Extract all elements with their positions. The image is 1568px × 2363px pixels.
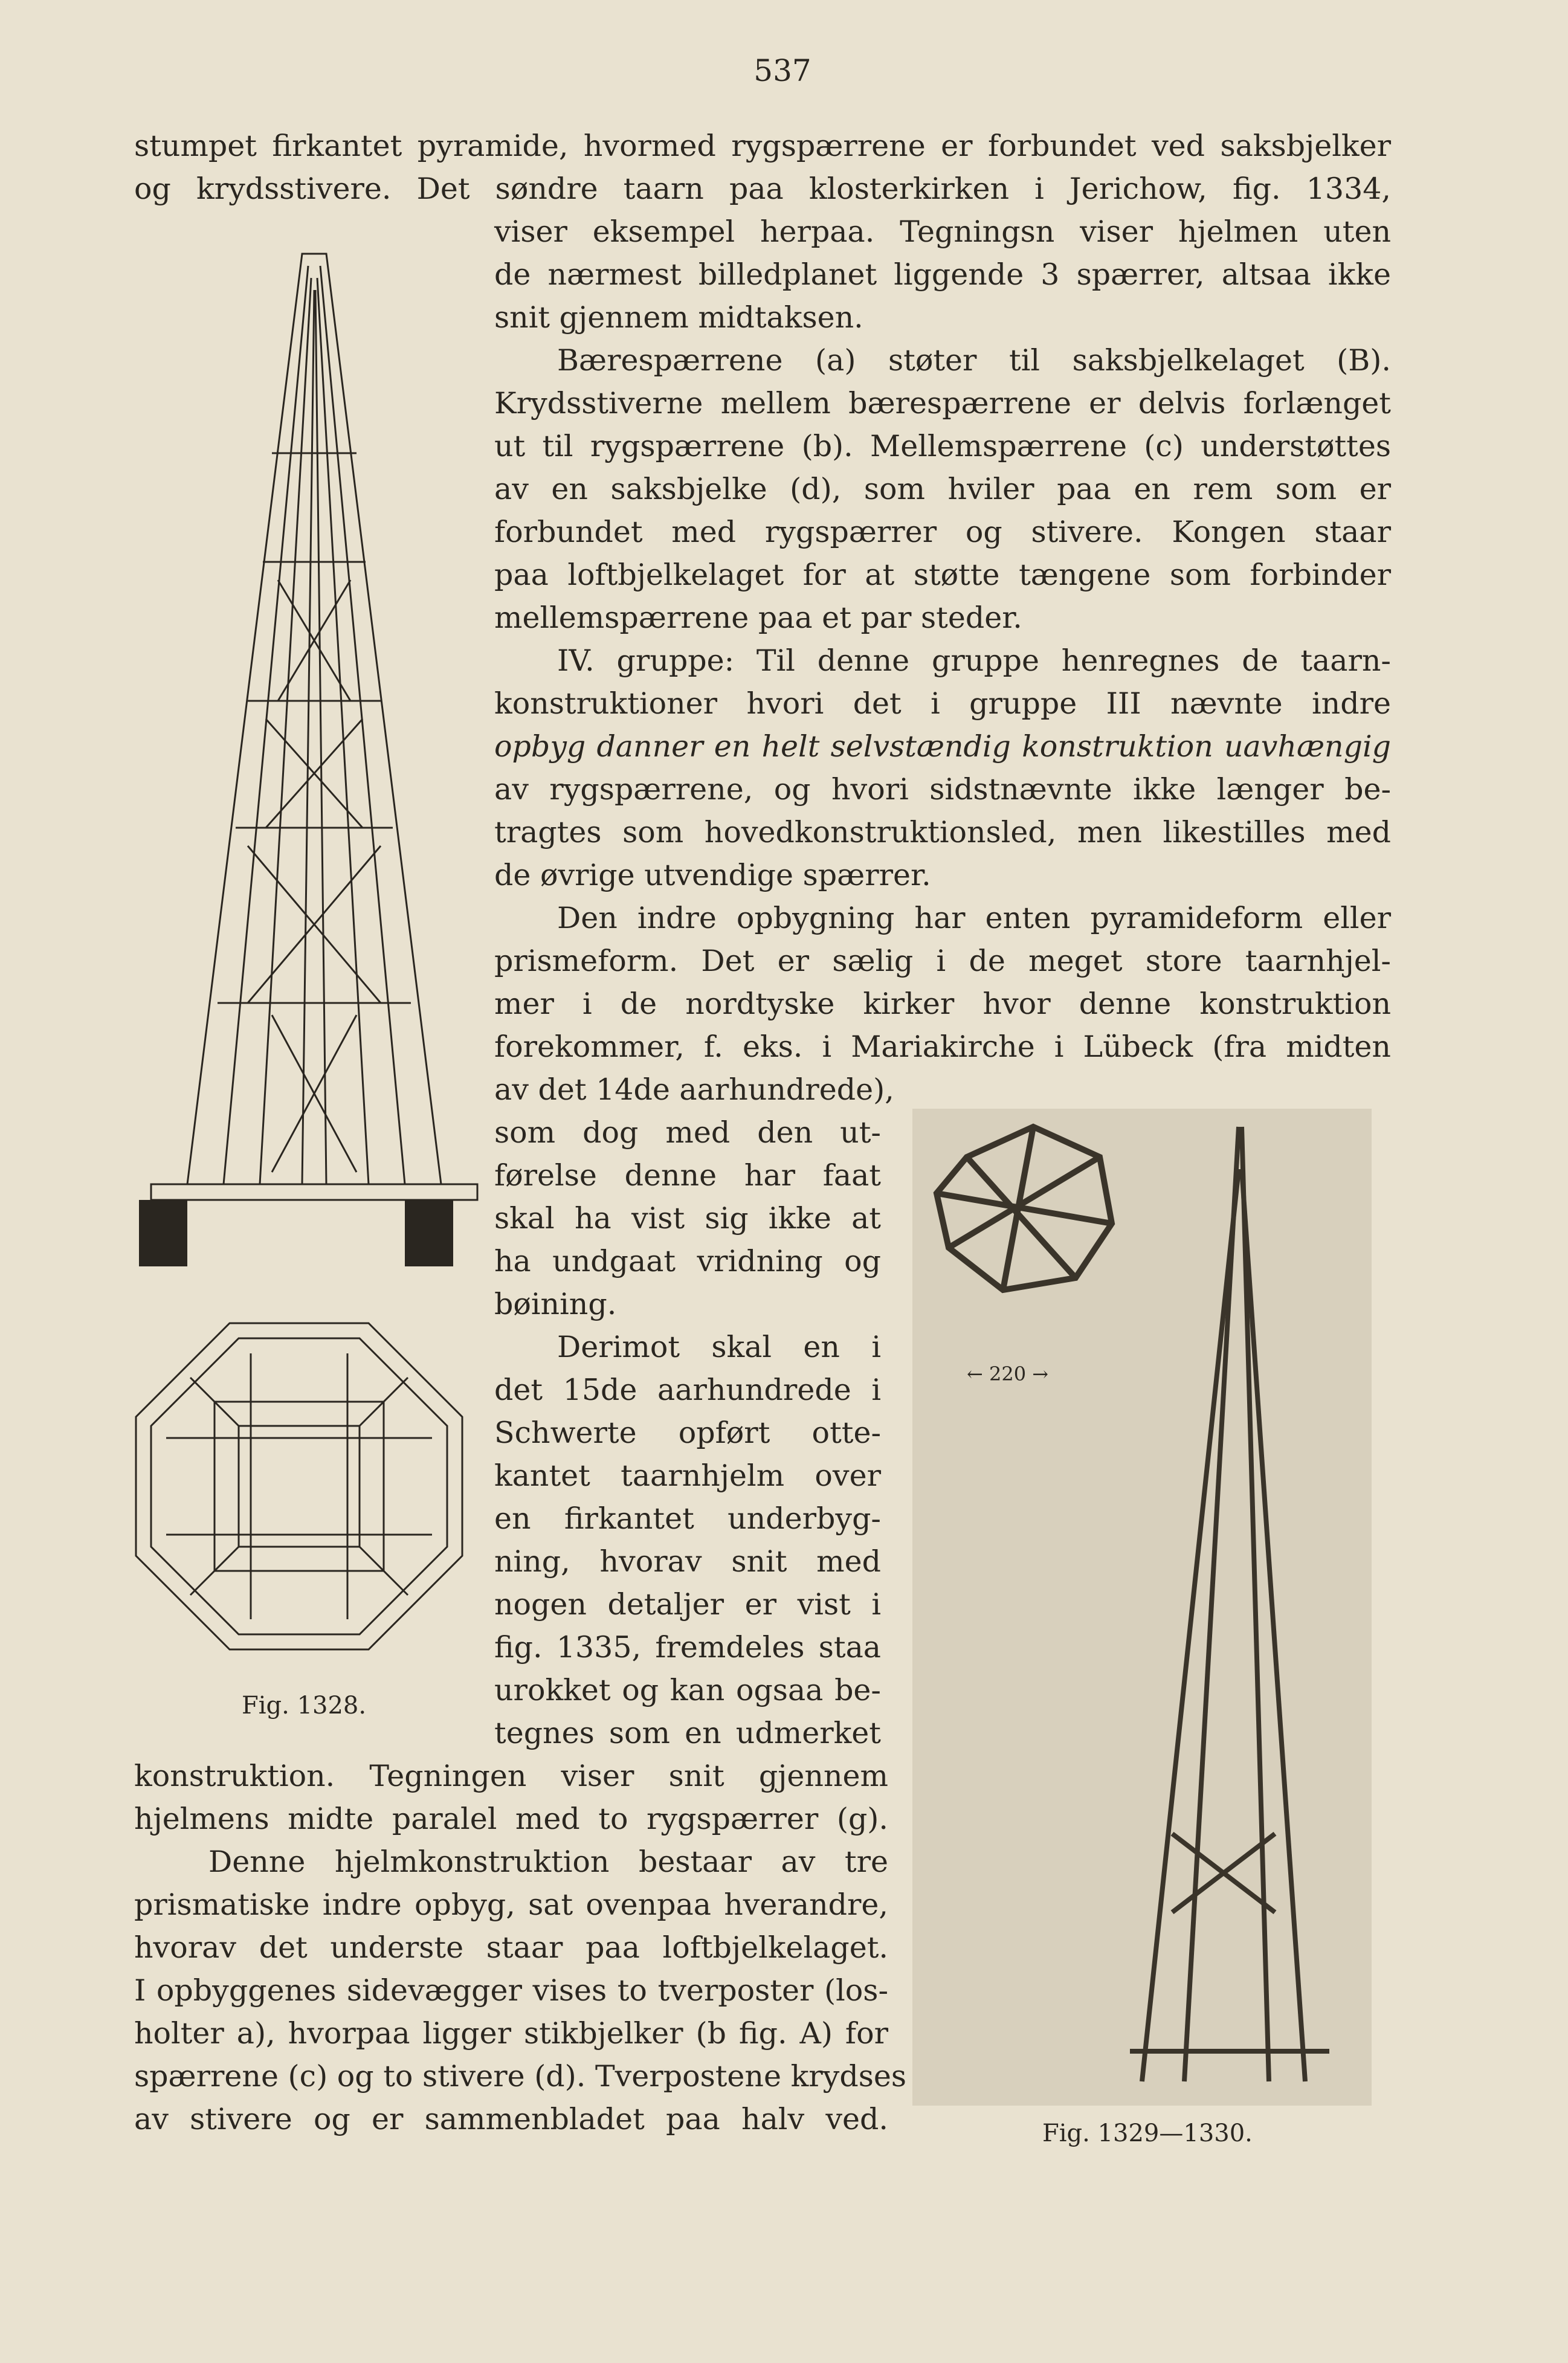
text-line: viser eksempel herpaa. Tegningsn viser hjelmen uten xyxy=(494,214,1391,249)
text-line: en firkantet underbyg- xyxy=(494,1501,881,1536)
text-line: holter a), hvorpaa ligger stikbjelker (b fig. A) for xyxy=(134,2016,888,2051)
text-line: konstruktion. Tegningen viser snit gjennem xyxy=(134,1759,888,1793)
text-line: stumpet firkantet pyramide, hvormed rygspærrene er forbundet ved saksbjelker xyxy=(134,129,1391,163)
text-line: av det 14de aarhundrede), xyxy=(494,1072,894,1107)
page-number: 537 xyxy=(753,53,811,88)
text-line: Krydsstiverne mellem bærespærrene er delvis forlænget xyxy=(494,386,1391,421)
text-line: paa loftbjelkelaget for at støtte tængene som forbinder xyxy=(494,558,1391,592)
text-line: skal ha vist sig ikke at xyxy=(494,1201,881,1236)
spire-model-photo xyxy=(912,1109,1372,2106)
octagon-plan-drawing xyxy=(130,1317,468,1655)
text-line: Schwerte opført otte- xyxy=(494,1416,881,1450)
text-line: Bærespærrene (a) støter til saksbjelkelaget (B). xyxy=(557,343,1391,378)
text-line: urokket og kan ogsaa be- xyxy=(494,1673,881,1707)
text-line: mer i de nordtyske kirker hvor denne konstruktion xyxy=(494,987,1391,1021)
text-line: prismatiske indre opbyg, sat ovenpaa hverandre, xyxy=(134,1887,888,1922)
text-line: konstruktioner hvori det i gruppe III nævnte indre xyxy=(494,686,1391,721)
text-line: ning, hvorav snit med xyxy=(494,1544,881,1579)
figure-caption-1329-1330: Fig. 1329—1330. xyxy=(1042,2120,1253,2147)
text-line: Den indre opbygning har enten pyramideform eller xyxy=(557,901,1391,935)
text-line: opbyg danner en helt selvstændig konstruktion uavhængig xyxy=(494,729,1391,764)
text-line: tegnes som en udmerket xyxy=(494,1716,881,1750)
spire-elevation-drawing xyxy=(127,242,489,1281)
text-line: Denne hjelmkonstruktion bestaar av tre xyxy=(208,1845,888,1879)
text-line: I opbyggenes sidevægger vises to tverposter (los- xyxy=(134,1973,888,2008)
text-line: Derimot skal en i xyxy=(557,1330,881,1364)
text-line: hjelmens midte paralel med to rygspærrer (g). xyxy=(134,1802,888,1836)
text-line: spærrene (c) og to stivere (d). Tverpostene krydses xyxy=(134,2059,907,2094)
text-line: de nærmest billedplanet liggende 3 spærrer, altsaa ikke xyxy=(494,257,1391,292)
text-line: hvorav det underste staar paa loftbjelkelaget. xyxy=(134,1930,888,1965)
spire-model-illustration xyxy=(912,1109,1372,2106)
text-line: kantet taarnhjelm over xyxy=(494,1459,881,1493)
text-line: av en saksbjelke (d), som hviler paa en rem som er xyxy=(494,472,1391,506)
text-line: av stivere og er sammenbladet paa halv ved. xyxy=(134,2102,888,2136)
text-line: som dog med den ut- xyxy=(494,1115,881,1150)
figure-caption-1328: Fig. 1328. xyxy=(242,1692,367,1720)
text-line: av rygspærrene, og hvori sidstnævnte ikke længer be- xyxy=(494,772,1391,807)
text-line: ut til rygspærrene (b). Mellemspærrene (c) understøttes xyxy=(494,429,1391,463)
text-line: de øvrige utvendige spærrer. xyxy=(494,858,931,892)
text-line: forekommer, f. eks. i Mariakirche i Lübeck (fra midten xyxy=(494,1030,1391,1064)
dimension-label: ← 220 → xyxy=(967,1362,1049,1385)
text-line: ha undgaat vridning og xyxy=(494,1244,881,1278)
text-line: prismeform. Det er sælig i de meget store taarnhjel- xyxy=(494,944,1391,978)
text-line: det 15de aarhundrede i xyxy=(494,1373,881,1407)
text-line: nogen detaljer er vist i xyxy=(494,1587,881,1622)
text-line: førelse denne har faat xyxy=(494,1158,881,1193)
text-line: snit gjennem midtaksen. xyxy=(494,300,863,335)
text-line: tragtes som hovedkonstruktionsled, men likestilles med xyxy=(494,815,1391,849)
text-line: bøining. xyxy=(494,1287,617,1321)
text-line: forbundet med rygspærrer og stivere. Kongen staar xyxy=(494,515,1391,549)
text-line: og krydsstivere. Det søndre taarn paa klosterkirken i Jerichow, fig. 1334, xyxy=(134,172,1391,206)
text-line: fig. 1335, fremdeles staa xyxy=(494,1630,881,1665)
text-line: IV. gruppe: Til denne gruppe henregnes de taarn- xyxy=(557,643,1391,678)
text-line: mellemspærrene paa et par steder. xyxy=(494,601,1022,635)
